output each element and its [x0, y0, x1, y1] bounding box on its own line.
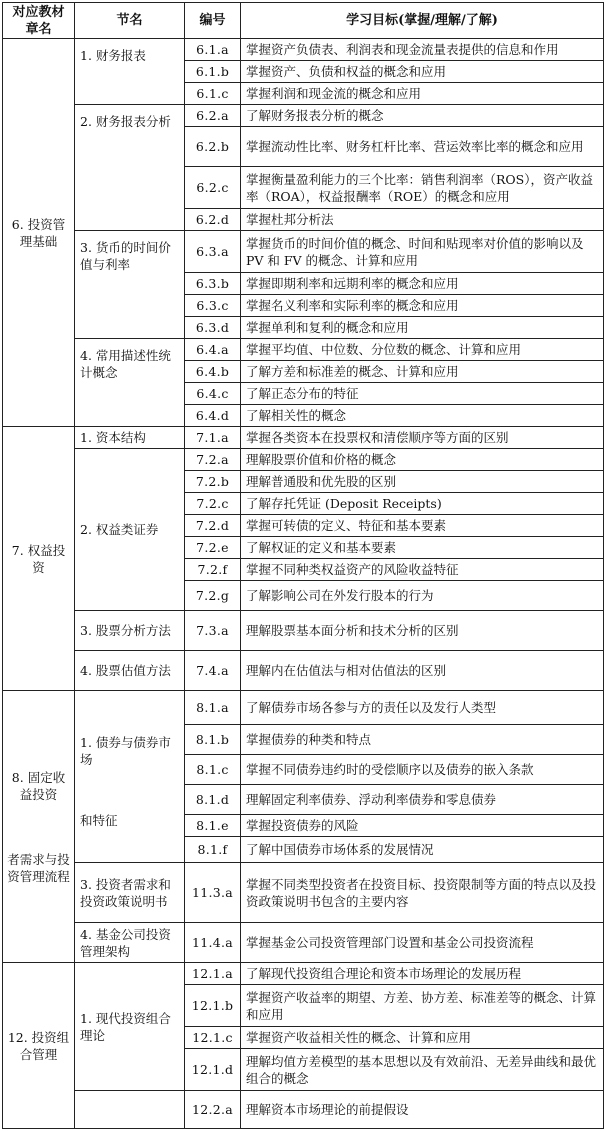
code-cell: 8.1.a: [185, 691, 241, 725]
goal-cell: 掌握流动性比率、财务杠杆比率、营运效率比率的概念和应用: [241, 127, 604, 167]
chapter-cell: 7. 权益投资: [3, 427, 75, 691]
goal-cell: 了解债券市场各参与方的责任以及发行人类型: [241, 691, 604, 725]
header-row: [3, 3, 604, 39]
section-cell: 1. 财务报表: [75, 39, 185, 105]
code-cell: 6.3.b: [185, 273, 241, 295]
code-cell: 6.4.b: [185, 361, 241, 383]
goal-cell: 掌握货币的时间价值的概念、时间和贴现率对价值的影响以及 PV 和 FV 的概念、计算和应用: [241, 231, 604, 273]
goal-cell: 了解财务报表分析的概念: [241, 105, 604, 127]
code-cell: 7.4.a: [185, 651, 241, 691]
table-row: [3, 651, 604, 691]
code-cell: 6.1.c: [185, 83, 241, 105]
code-cell: 11.3.a: [185, 863, 241, 923]
code-cell: 8.1.c: [185, 755, 241, 785]
code-cell: 6.1.b: [185, 61, 241, 83]
goal-cell: 理解股票价值和价格的概念: [241, 449, 604, 471]
goal-cell: 理解股票基本面分析和技术分析的区别: [241, 611, 604, 651]
table-row: [3, 105, 604, 127]
table-row: [3, 1091, 604, 1129]
section-name: 1. 债券与债券市场: [80, 734, 171, 767]
code-cell: 7.2.e: [185, 537, 241, 559]
chapter-tail: 者需求与投资管理流程: [7, 851, 70, 884]
goal-cell: 了解现代投资组合理论和资本市场理论的发展历程: [241, 963, 604, 985]
header-goal: 学习目标(掌握/理解/了解): [241, 3, 604, 39]
code-cell: 12.1.c: [185, 1027, 241, 1049]
code-cell: 6.4.c: [185, 383, 241, 405]
code-cell: 8.1.d: [185, 785, 241, 815]
code-cell: 8.1.f: [185, 837, 241, 863]
section-cell: 2. 财务报表分析: [75, 105, 185, 231]
code-cell: 12.2.a: [185, 1091, 241, 1129]
header-code: 编号: [185, 3, 241, 39]
goal-cell: 掌握不同类型投资者在投资目标、投资限制等方面的特点以及投资政策说明书包含的主要内容: [241, 863, 604, 923]
code-cell: 6.1.a: [185, 39, 241, 61]
goal-cell: 掌握平均值、中位数、分位数的概念、计算和应用: [241, 339, 604, 361]
goal-cell: 掌握资产收益率的期望、方差、协方差、标准差等的概念、计算和应用: [241, 985, 604, 1027]
goal-cell: 了解中国债券市场体系的发展情况: [241, 837, 604, 863]
code-cell: 7.2.g: [185, 581, 241, 611]
goal-cell: 掌握资产负债表、利润表和现金流量表提供的信息和作用: [241, 39, 604, 61]
code-cell: 6.3.a: [185, 231, 241, 273]
section-cell: [75, 1091, 185, 1129]
code-cell: 7.2.c: [185, 493, 241, 515]
goal-cell: 掌握即期利率和远期利率的概念和应用: [241, 273, 604, 295]
table-row: [3, 339, 604, 361]
code-cell: 7.1.a: [185, 427, 241, 449]
table-row: [3, 863, 604, 923]
section-cell: 4. 股票估值方法: [75, 651, 185, 691]
code-cell: 11.4.a: [185, 923, 241, 963]
goal-cell: 了解相关性的概念: [241, 405, 604, 427]
table-row: [3, 923, 604, 963]
chapter-cell: [3, 691, 75, 963]
code-cell: 8.1.b: [185, 725, 241, 755]
section-cell: 3. 投资者需求和投资政策说明书: [75, 863, 185, 923]
code-cell: 6.2.a: [185, 105, 241, 127]
goal-cell: 掌握投资债券的风险: [241, 815, 604, 837]
goal-cell: 掌握不同债券违约时的受偿顺序以及债券的嵌入条款: [241, 755, 604, 785]
goal-cell: 掌握名义利率和实际利率的概念和应用: [241, 295, 604, 317]
goal-cell: 掌握可转债的定义、特征和基本要素: [241, 515, 604, 537]
section-tail: 和特征: [80, 812, 118, 828]
goal-cell: 掌握基金公司投资管理部门设置和基金公司投资流程: [241, 923, 604, 963]
chapter-cell: 6. 投资管理基础: [3, 39, 75, 427]
header-section: 节名: [75, 3, 185, 39]
goal-cell: 了解方差和标准差的概念、计算和应用: [241, 361, 604, 383]
goal-cell: 掌握不同种类权益资产的风险收益特征: [241, 559, 604, 581]
chapter-cell: 12. 投资组合管理: [3, 963, 75, 1129]
header-chapter: 对应教材章名: [3, 3, 75, 39]
table-row: [3, 611, 604, 651]
section-cell: [75, 691, 185, 863]
section-cell: 4. 常用描述性统计概念: [75, 339, 185, 427]
code-cell: 7.2.a: [185, 449, 241, 471]
goal-cell: 了解影响公司在外发行股本的行为: [241, 581, 604, 611]
code-cell: 7.2.f: [185, 559, 241, 581]
table-row: [3, 427, 604, 449]
code-cell: 12.1.a: [185, 963, 241, 985]
code-cell: 12.1.d: [185, 1049, 241, 1091]
goal-cell: 理解内在估值法与相对估值法的区别: [241, 651, 604, 691]
section-cell: 1. 资本结构: [75, 427, 185, 449]
code-cell: 6.2.d: [185, 209, 241, 231]
section-cell: 1. 现代投资组合理论: [75, 963, 185, 1091]
goal-cell: 掌握衡量盈利能力的三个比率：销售利润率（ROS），资产收益率（ROA），权益报酬率（ROE）的概念和应用: [241, 167, 604, 209]
code-cell: 6.3.d: [185, 317, 241, 339]
table-row: [3, 691, 604, 725]
code-cell: 6.2.b: [185, 127, 241, 167]
code-cell: 6.4.a: [185, 339, 241, 361]
goal-cell: 理解资本市场理论的前提假设: [241, 1091, 604, 1129]
code-cell: 7.2.b: [185, 471, 241, 493]
goal-cell: 了解存托凭证 (Deposit Receipts): [241, 493, 604, 515]
table-row: [3, 449, 604, 471]
table-row: [3, 231, 604, 273]
goal-cell: 了解正态分布的特征: [241, 383, 604, 405]
code-cell: 7.2.d: [185, 515, 241, 537]
section-cell: 3. 货币的时间价值与利率: [75, 231, 185, 339]
section-cell: 2. 权益类证券: [75, 449, 185, 611]
syllabus-table: [2, 2, 604, 1129]
chapter-name: 8. 固定收益投资: [11, 769, 66, 802]
goal-cell: 掌握杜邦分析法: [241, 209, 604, 231]
goal-cell: 理解固定利率债券、浮动利率债券和零息债券: [241, 785, 604, 815]
code-cell: 7.3.a: [185, 611, 241, 651]
goal-cell: 理解均值方差模型的基本思想以及有效前沿、无差异曲线和最优组合的概念: [241, 1049, 604, 1091]
goal-cell: 掌握债券的种类和特点: [241, 725, 604, 755]
code-cell: 6.2.c: [185, 167, 241, 209]
table-row: [3, 39, 604, 61]
code-cell: 6.4.d: [185, 405, 241, 427]
table-row: [3, 963, 604, 985]
code-cell: 12.1.b: [185, 985, 241, 1027]
goal-cell: 掌握资产收益相关性的概念、计算和应用: [241, 1027, 604, 1049]
goal-cell: 理解普通股和优先股的区别: [241, 471, 604, 493]
section-cell: 4. 基金公司投资管理架构: [75, 923, 185, 963]
code-cell: 8.1.e: [185, 815, 241, 837]
goal-cell: 掌握各类资本在投票权和清偿顺序等方面的区别: [241, 427, 604, 449]
section-cell: 3. 股票分析方法: [75, 611, 185, 651]
goal-cell: 掌握利润和现金流的概念和应用: [241, 83, 604, 105]
goal-cell: 了解权证的定义和基本要素: [241, 537, 604, 559]
code-cell: 6.3.c: [185, 295, 241, 317]
goal-cell: 掌握单利和复利的概念和应用: [241, 317, 604, 339]
goal-cell: 掌握资产、负债和权益的概念和应用: [241, 61, 604, 83]
